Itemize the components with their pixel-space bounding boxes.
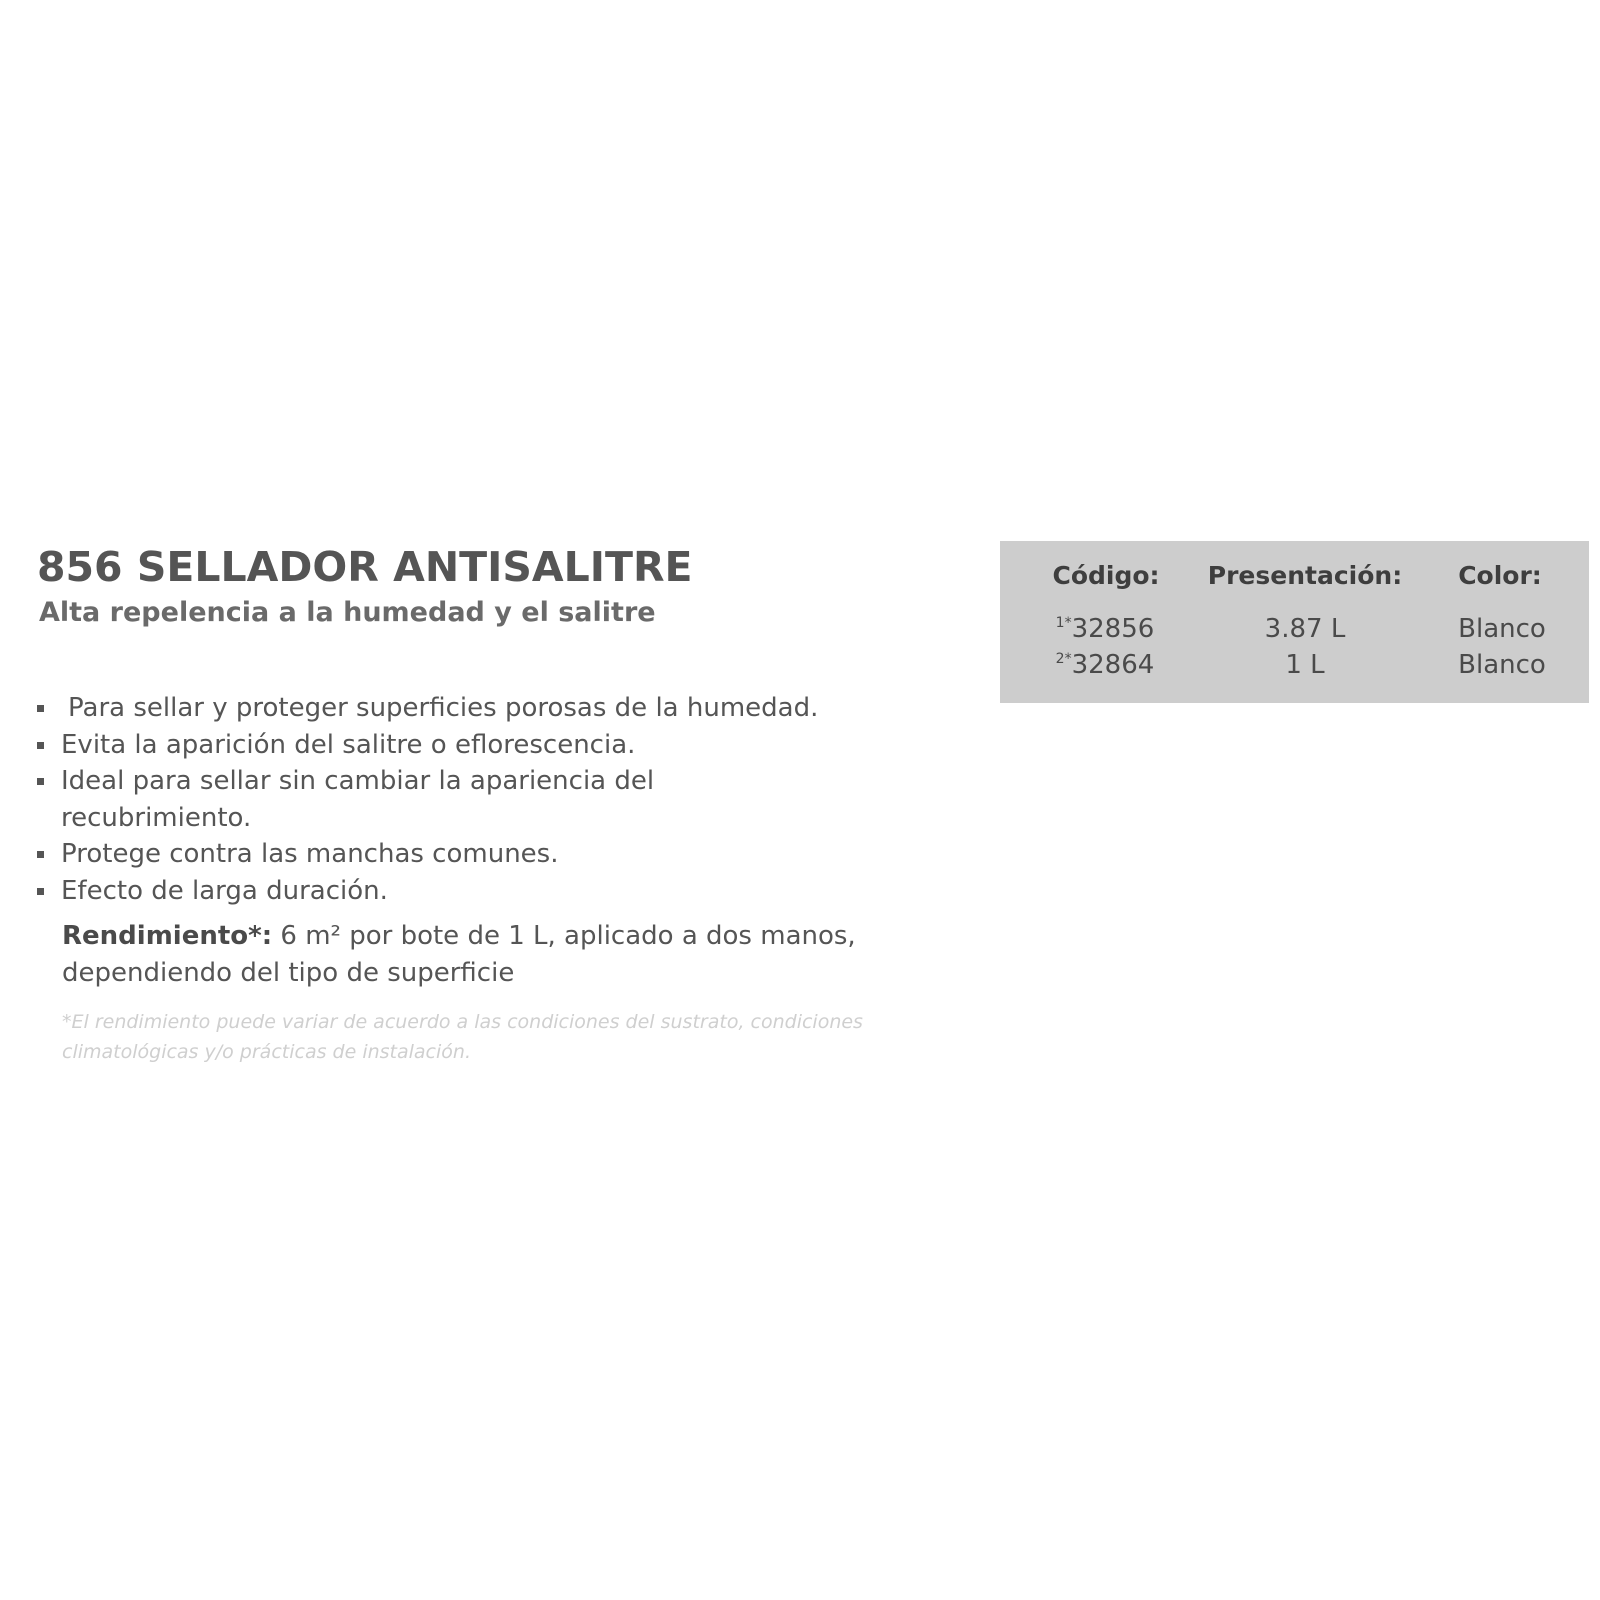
feature-list: [37, 690, 937, 909]
header-color: Color:: [1458, 561, 1542, 590]
table-cell-presentation: 1 L: [1285, 650, 1325, 680]
code-value: 32856: [1071, 614, 1155, 644]
bullet-icon: [37, 705, 44, 712]
yield-label: Rendimiento*:: [62, 921, 273, 951]
code-value: 32864: [1071, 650, 1155, 680]
list-item: [37, 763, 761, 836]
code-prefix: 2*: [1055, 651, 1072, 667]
table-cell-code: [1040, 650, 1170, 680]
table-cell-color: Blanco: [1458, 650, 1546, 680]
feature-text: Protege contra las manchas comunes.: [61, 839, 559, 869]
bullet-icon: [37, 851, 44, 858]
feature-text: Efecto de larga duración.: [61, 875, 388, 906]
table-cell-color: Blanco: [1458, 614, 1546, 644]
yield-text: 6 m² por bote de 1 L, aplicado a dos manos, dependiendo del tipo de superficie: [62, 921, 856, 988]
feature-text: Evita la aparición del salitre o eflorescencia.: [61, 729, 636, 760]
product-subtitle: Alta repelencia a la humedad y el salitre: [39, 597, 656, 628]
feature-text: Ideal para sellar sin cambiar la apariencia del recubrimiento.: [61, 766, 655, 833]
header-presentation: Presentación:: [1207, 561, 1403, 590]
spec-table: [1000, 541, 1589, 703]
header-code: Código:: [1052, 561, 1160, 590]
product-title: 856 SELLADOR ANTISALITRE: [37, 543, 693, 591]
code-prefix: 1*: [1055, 615, 1072, 631]
yield-disclaimer: *El rendimiento puede variar de acuerdo a las condiciones del sustrato, condiciones climatológicas y/o prácticas de instalación.: [62, 1011, 863, 1063]
bullet-icon: [37, 888, 44, 895]
list-item: [37, 690, 937, 727]
bullet-icon: [37, 778, 44, 785]
list-item: [37, 873, 937, 910]
table-cell-presentation: 3.87 L: [1264, 614, 1346, 644]
bullet-icon: [37, 742, 44, 749]
feature-text: Para sellar y proteger superficies porosas de la humedad.: [68, 693, 819, 723]
list-item: [37, 727, 937, 764]
list-item: [37, 836, 937, 873]
table-cell-code: [1040, 614, 1170, 644]
yield-info: [62, 918, 862, 991]
